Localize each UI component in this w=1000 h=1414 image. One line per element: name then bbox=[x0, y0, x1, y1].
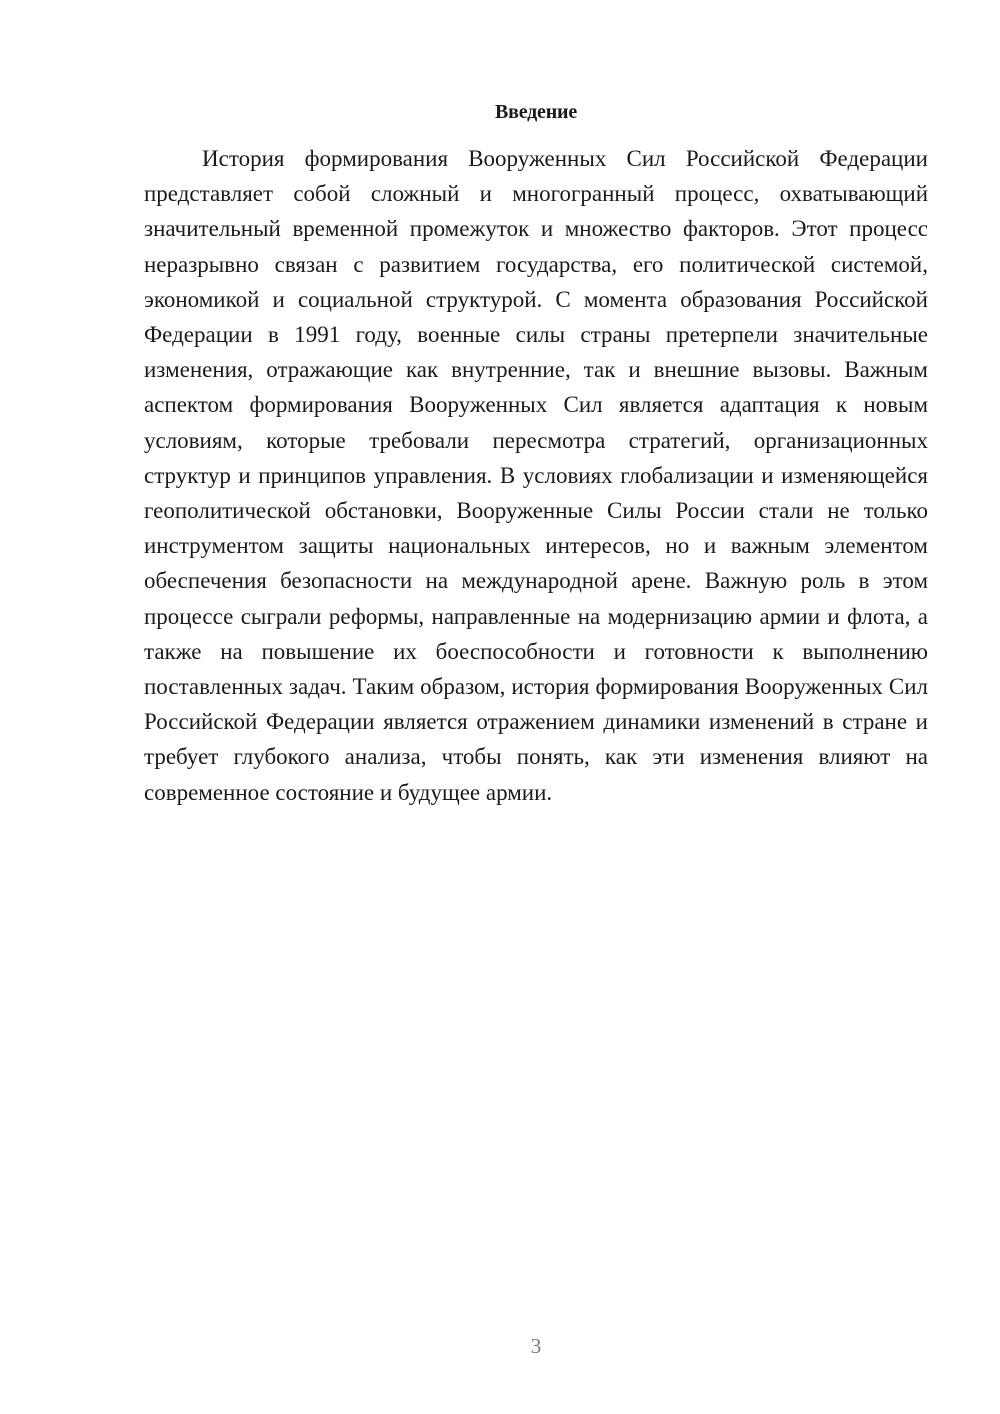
page-number: 3 bbox=[530, 1334, 542, 1358]
section-heading: Введение bbox=[494, 101, 578, 123]
body-paragraph: История формирования Вооруженных Сил Российской Федерации представляет собой сложный и многогранный процесс, охватывающий значительный временной промежуток и множество факторов. Этот процесс неразрывно связан с развитием государства, его политической системой, экономикой и социальной структурой. С момента образования Российской Федерации в 1991 году, военные силы страны претерпели значительные изменения, отражающие как внутренние, так и внешние вызовы. Важным аспектом формирования Вооруженных Сил является адаптация к новым условиям, которые требовали пересмотра стратегий, организационных структур и принципов управления. В условиях глобализации и изменяющейся геополитической обстановки, Вооруженные Силы России стали не только инструментом защиты национальных интересов, но и важным элементом обеспечения безопасности на международной арене. Важную роль в этом процессе сыграли реформы, направленные на модернизацию армии и флота, а также на повышение их боеспособности и готовности к выполнению поставленных задач. Таким образом, история формирования Вооруженных Сил Российской Федерации является отражением динамики изменений в стране и требует глубокого анализа, чтобы понять, как эти изменения влияют на современное состояние и будущее армии. bbox=[144, 146, 928, 805]
